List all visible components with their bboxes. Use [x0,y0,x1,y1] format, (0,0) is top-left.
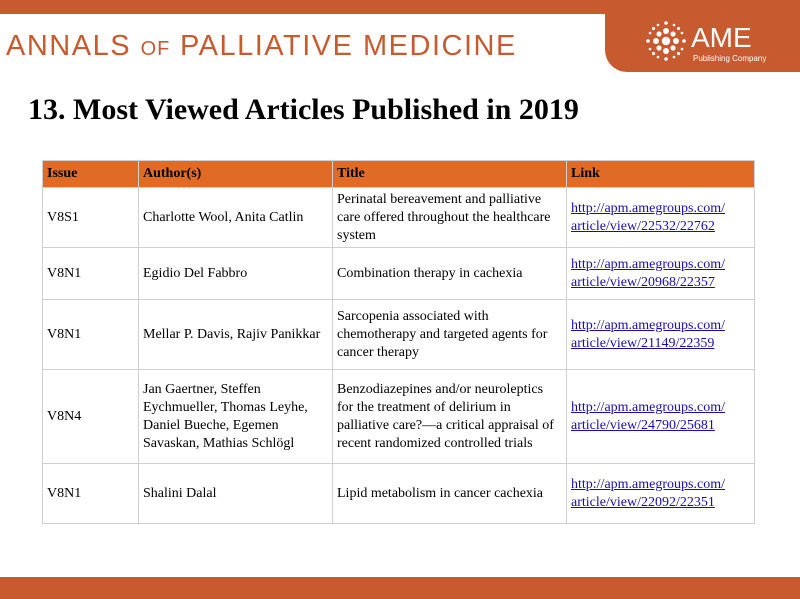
header-authors: Author(s) [139,161,333,188]
link-cell [567,248,755,300]
table-row [43,248,755,300]
header-title: Title [333,161,567,188]
authors-cell: Shalini Dalal [139,464,333,524]
article-link[interactable] [571,201,725,234]
issue-cell: V8S1 [43,188,139,248]
journal-name-of: OF [140,38,171,60]
article-link[interactable] [571,257,725,290]
issue-cell: V8N4 [43,370,139,464]
title-cell: Sarcopenia associated with chemotherapy and targeted agents for cancer therapy [333,300,567,370]
authors-cell: Mellar P. Davis, Rajiv Panikkar [139,300,333,370]
logo-subtitle: Publishing Company [693,54,767,63]
article-link-line1: http://apm.amegroups.com/ [571,200,725,216]
journal-name [6,28,517,67]
issue-cell: V8N1 [43,300,139,370]
top-accent-bar [0,0,800,14]
article-link-line2: article/view/22532/22762 [571,218,715,234]
article-link[interactable] [571,318,725,351]
title-cell: Combination therapy in cachexia [333,248,567,300]
article-link-line2: article/view/22092/22351 [571,494,715,510]
header-issue: Issue [43,161,139,188]
title-cell: Benzodiazepines and/or neuroleptics for the treatment of delirium in palliative care?—a critical appraisal of recent randomized controlled trials [333,370,567,464]
article-link-line1: http://apm.amegroups.com/ [571,256,725,272]
articles-table [42,160,755,524]
authors-cell: Egidio Del Fabbro [139,248,333,300]
issue-cell: V8N1 [43,248,139,300]
link-cell [567,464,755,524]
table-header-row [43,161,755,188]
table-row [43,188,755,248]
article-link-line1: http://apm.amegroups.com/ [571,476,725,492]
title-cell: Perinatal bereavement and palliative care offered throughout the healthcare system [333,188,567,248]
article-link[interactable] [571,400,725,433]
logo-name: AME [691,22,752,53]
article-link-line2: article/view/24790/25681 [571,417,715,433]
header-link: Link [567,161,755,188]
article-link-line2: article/view/21149/22359 [571,335,715,351]
article-link-line1: http://apm.amegroups.com/ [571,317,725,333]
link-cell [567,300,755,370]
article-link-line1: http://apm.amegroups.com/ [571,399,725,415]
issue-cell: V8N1 [43,464,139,524]
article-link[interactable] [571,477,725,510]
journal-name-part1: ANNALS [6,30,141,62]
article-link-line2: article/view/20968/22357 [571,274,715,290]
table-row [43,370,755,464]
slide-title: 13. Most Viewed Articles Published in 2019 [28,93,579,126]
ame-dots-logo-icon [645,20,687,62]
journal-name-part2: PALLIATIVE MEDICINE [170,30,517,62]
table-row [43,300,755,370]
title-cell: Lipid metabolism in cancer cachexia [333,464,567,524]
bottom-accent-bar [0,577,800,599]
authors-cell: Charlotte Wool, Anita Catlin [139,188,333,248]
table-row [43,464,755,524]
publisher-logo [605,14,800,72]
link-cell [567,370,755,464]
authors-cell: Jan Gaertner, Steffen Eychmueller, Thomas Leyhe, Daniel Bueche, Egemen Savaskan, Mathias Schlögl [139,370,333,464]
link-cell [567,188,755,248]
